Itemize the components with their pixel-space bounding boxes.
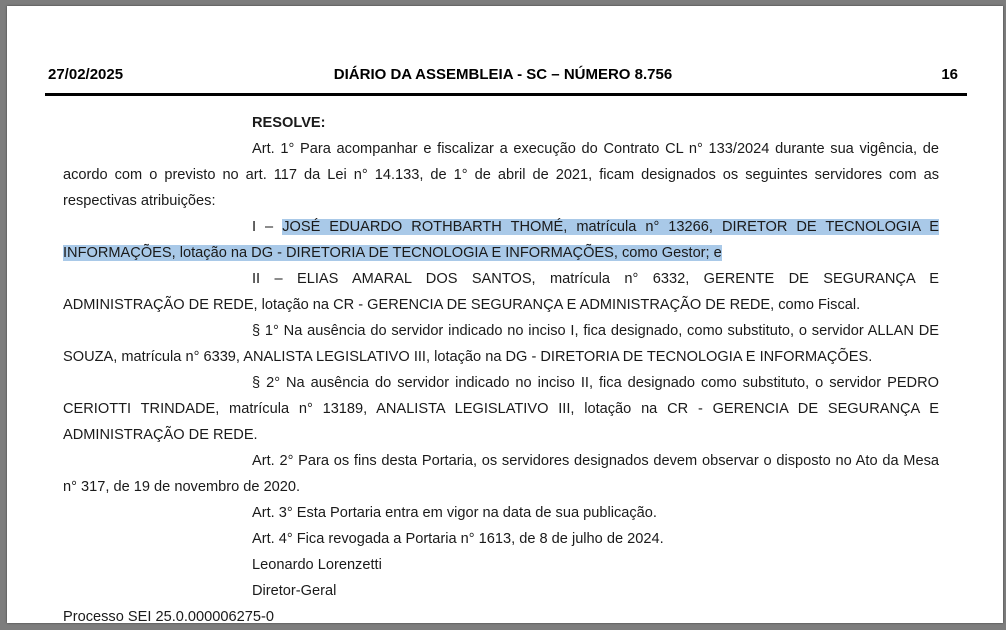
- process-number: Processo SEI 25.0.000006275-0: [63, 609, 274, 625]
- header-page-number: 16: [941, 66, 958, 83]
- signer-role: Diretor-Geral: [252, 583, 337, 599]
- article-2: Art. 2° Para os fins desta Portaria, os servidores designados devem observar o disposto no Ato da Mesa n° 317, de 19 de novembro de 2020.: [63, 453, 939, 495]
- signer-name: Leonardo Lorenzetti: [252, 557, 382, 573]
- inciso-1: [63, 214, 939, 266]
- paragraph-2: § 2° Na ausência do servidor indicado no inciso II, fica designado como substituto, o servidor PEDRO CERIOTTI TRINDADE, matrícula n° 13189, ANALISTA LEGISLATIVO III, lotação na CR - GERENCIA DE SEGURANÇA E ADMINISTRAÇÃO DE REDE.: [63, 375, 939, 443]
- inciso-1-prefix: I –: [252, 219, 283, 235]
- page-header: [48, 66, 958, 92]
- article-4: Art. 4° Fica revogada a Portaria n° 1613, de 8 de julho de 2024.: [252, 531, 664, 547]
- article-1: Art. 1° Para acompanhar e fiscalizar a execução do Contrato CL n° 133/2024 durante sua vigência, de acordo com o previsto no art. 117 da Lei n° 14.133, de 1° de abril de 2021, ficam designados os seguintes servidores com as respectivas atribuições:: [63, 141, 939, 209]
- document-body: [63, 110, 939, 630]
- header-rule: [45, 93, 967, 96]
- article-3: Art. 3° Esta Portaria entra em vigor na data de sua publicação.: [252, 505, 657, 521]
- inciso-2: II – ELIAS AMARAL DOS SANTOS, matrícula n° 6332, GERENTE DE SEGURANÇA E ADMINISTRAÇÃO DE REDE, lotação na CR - GERENCIA DE SEGURANÇA E ADMINISTRAÇÃO DE REDE, como Fiscal.: [63, 271, 939, 313]
- resolve-heading: RESOLVE:: [252, 115, 326, 131]
- header-date: 27/02/2025: [48, 66, 124, 83]
- paragraph-1: § 1° Na ausência do servidor indicado no inciso I, fica designado, como substituto, o servidor ALLAN DE SOUZA, matrícula n° 6339, ANALISTA LEGISLATIVO III, lotação na DG - DIRETORIA DE TECNOLOGIA E INFORMAÇÕES.: [63, 323, 939, 365]
- header-title: DIÁRIO DA ASSEMBLEIA - SC – NÚMERO 8.756: [333, 66, 673, 83]
- selected-text[interactable]: JOSÉ EDUARDO ROTHBARTH THOMÉ, matrícula n° 13266, DIRETOR DE TECNOLOGIA E INFORMAÇÕES, lotação na DG - DIRETORIA DE TECNOLOGIA E INFORMAÇÕES, como Gestor; e: [63, 219, 939, 261]
